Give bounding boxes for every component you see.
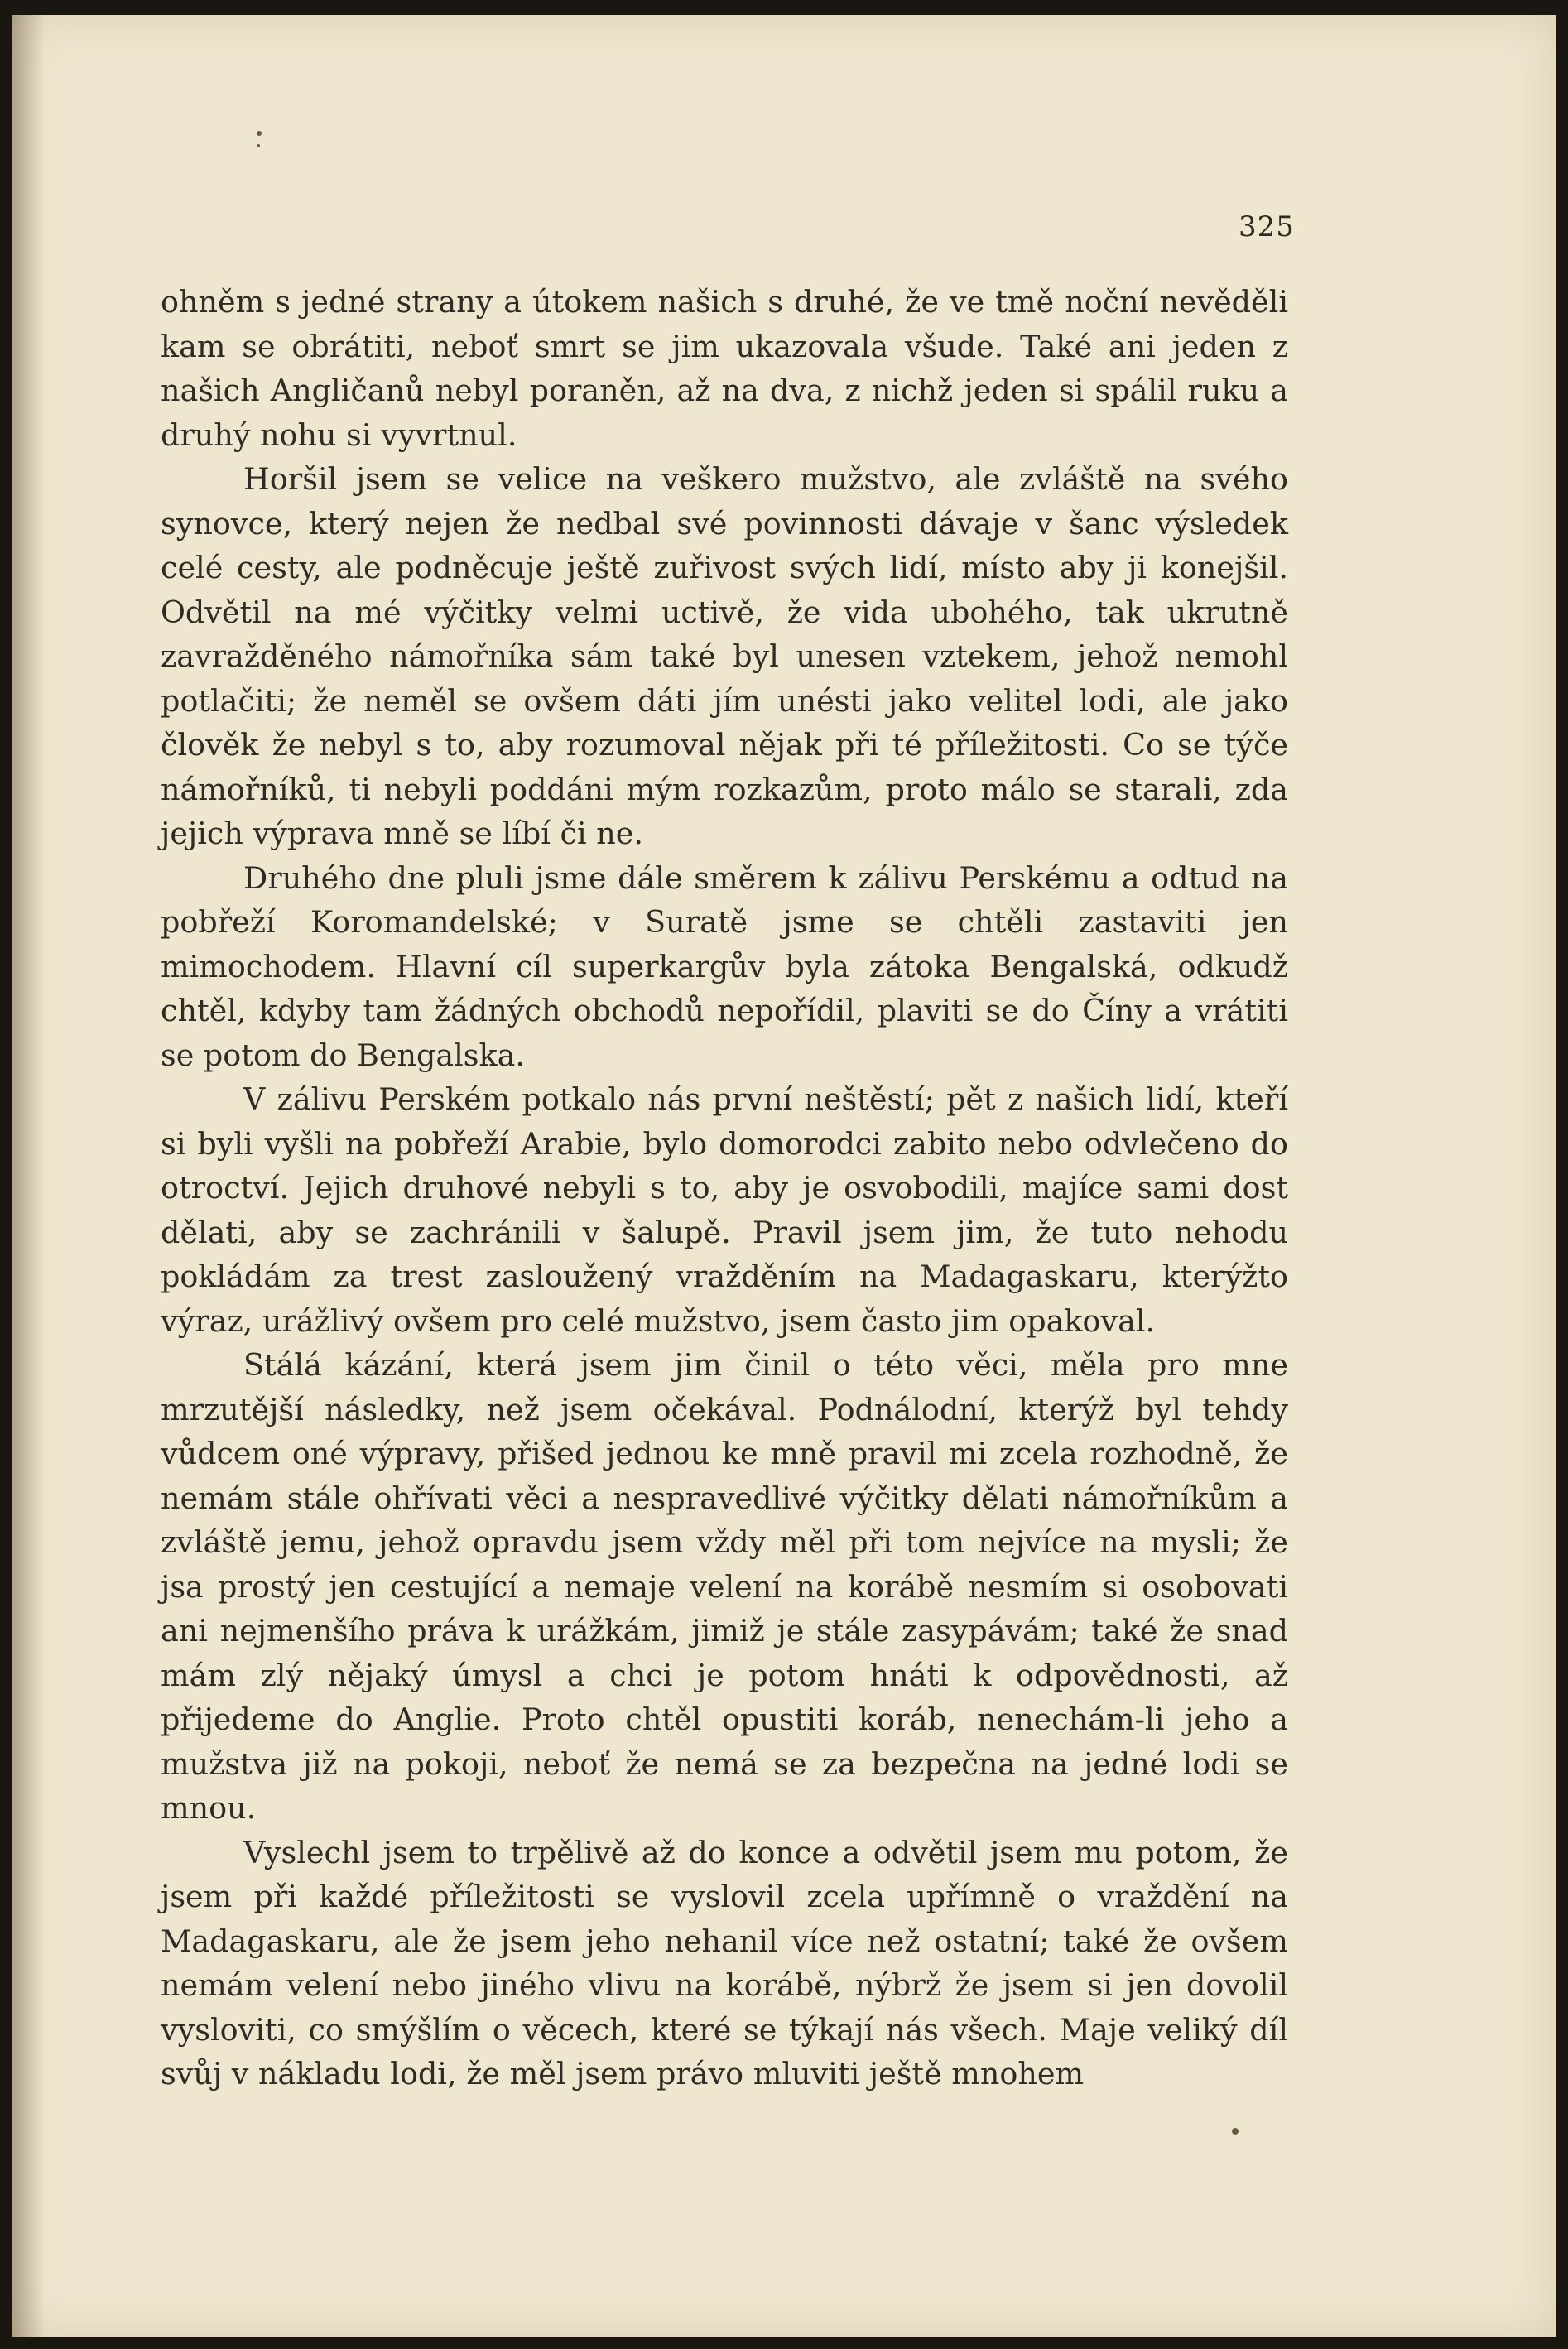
ink-speck (257, 131, 262, 136)
paragraph: Druhého dne pluli jsme dále směrem k zálivu Perskému a odtud na pobřeží Koromandelské; v Suratě jsme se chtěli zastaviti jen mimochodem. Hlavní cíl superkargův byla zátoka Bengalská, odkudž chtěl, kdyby tam žádných obchodů nepořídil, plaviti se do Číny a vrátiti se potom do Bengalska. (161, 859, 1288, 1073)
paragraph: Horšil jsem se velice na veškero mužstvo, ale zvláště na svého synovce, který nejen že nedbal své povinnosti dávaje v šanc výsledek celé cesty, ale podněcuje ještě zuřivost svých lidí, místo aby ji konejšil. Odvětil na mé výčitky velmi uctivě, že vida ubohého, tak ukrutně zavražděného námořníka sám také byl unesen vztekem, jehož nemohl potlačiti; že neměl se ovšem dáti jím unésti jako velitel lodi, ale jako člověk že nebyl s to, aby rozumoval nějak při té příležitosti. Co se týče námořníků, ti nebyli poddáni mým rozkazům, proto málo se starali, zda jejich výprava mně se líbí či ne. (161, 461, 1288, 851)
ink-speck (257, 144, 260, 147)
paragraph: V zálivu Perském potkalo nás první neštěstí; pět z našich lidí, kteří si byli vyšli na pobřeží Arabie, bylo domorodci zabito nebo odvlečeno do otroctví. Jejich druhové nebyli s to, aby je osvobodili, majíce sami dost dělati, aby se zachránili v šalupě. Pravil jsem jim, že tuto nehodu pokládám za trest zasloužený vražděním na Madagaskaru, kterýžto výraz, urážlivý ovšem pro celé mužstvo, jsem často jim opakoval. (161, 1081, 1288, 1339)
paragraph: ohněm s jedné strany a útokem našich s druhé, že ve tmě noční nevěděli kam se obrátiti, neboť smrt se jim ukazovala všude. Také ani jeden z našich Angličanů nebyl poraněn, až na dva, z nichž jeden si spálil ruku a druhý nohu si vyvrtnul. (161, 284, 1288, 453)
page-number: 325 (1239, 210, 1295, 243)
book-page (12, 15, 1556, 2337)
paragraph: Stálá kázání, která jsem jim činil o této věci, měla pro mne mrzutější následky, než jsem očekával. Podnálodní, kterýž byl tehdy vůdcem oné výpravy, přišed jednou ke mně pravil mi zcela rozhodně, že nemám stále ohřívati věci a nespravedlivé výčitky dělati námořníkům a zvláště jemu, jehož opravdu jsem vždy měl při tom nejvíce na mysli; že jsa prostý jen cestující a nemaje velení na korábě nesmím si osobovati ani nejmenšího práva k urážkám, jimiž je stále zasypávám; také že snad mám zlý nějaký úmysl a chci je potom hnáti k odpovědnosti, až přijedeme do Anglie. Proto chtěl opustiti koráb, nenechám-li jeho a mužstva již na pokoji, neboť že nemá se za bezpečna na jedné lodi se mnou. (161, 1347, 1288, 1826)
body-text (161, 280, 1288, 2096)
ink-speck (1232, 2128, 1239, 2135)
paragraph: Vyslechl jsem to trpělivě až do konce a odvětil jsem mu potom, že jsem při každé příležitosti se vyslovil zcela upřímně o vraždění na Madagaskaru, ale že jsem jeho nehanil více než ostatní; také že ovšem nemám velení nebo jiného vlivu na korábě, nýbrž že jsem si jen dovolil vysloviti, co smýšlím o věcech, které se týkají nás všech. Maje veliký díl svůj v nákladu lodi, že měl jsem právo mluviti ještě mnohem (161, 1834, 1288, 2091)
gutter-shadow (12, 15, 45, 2337)
